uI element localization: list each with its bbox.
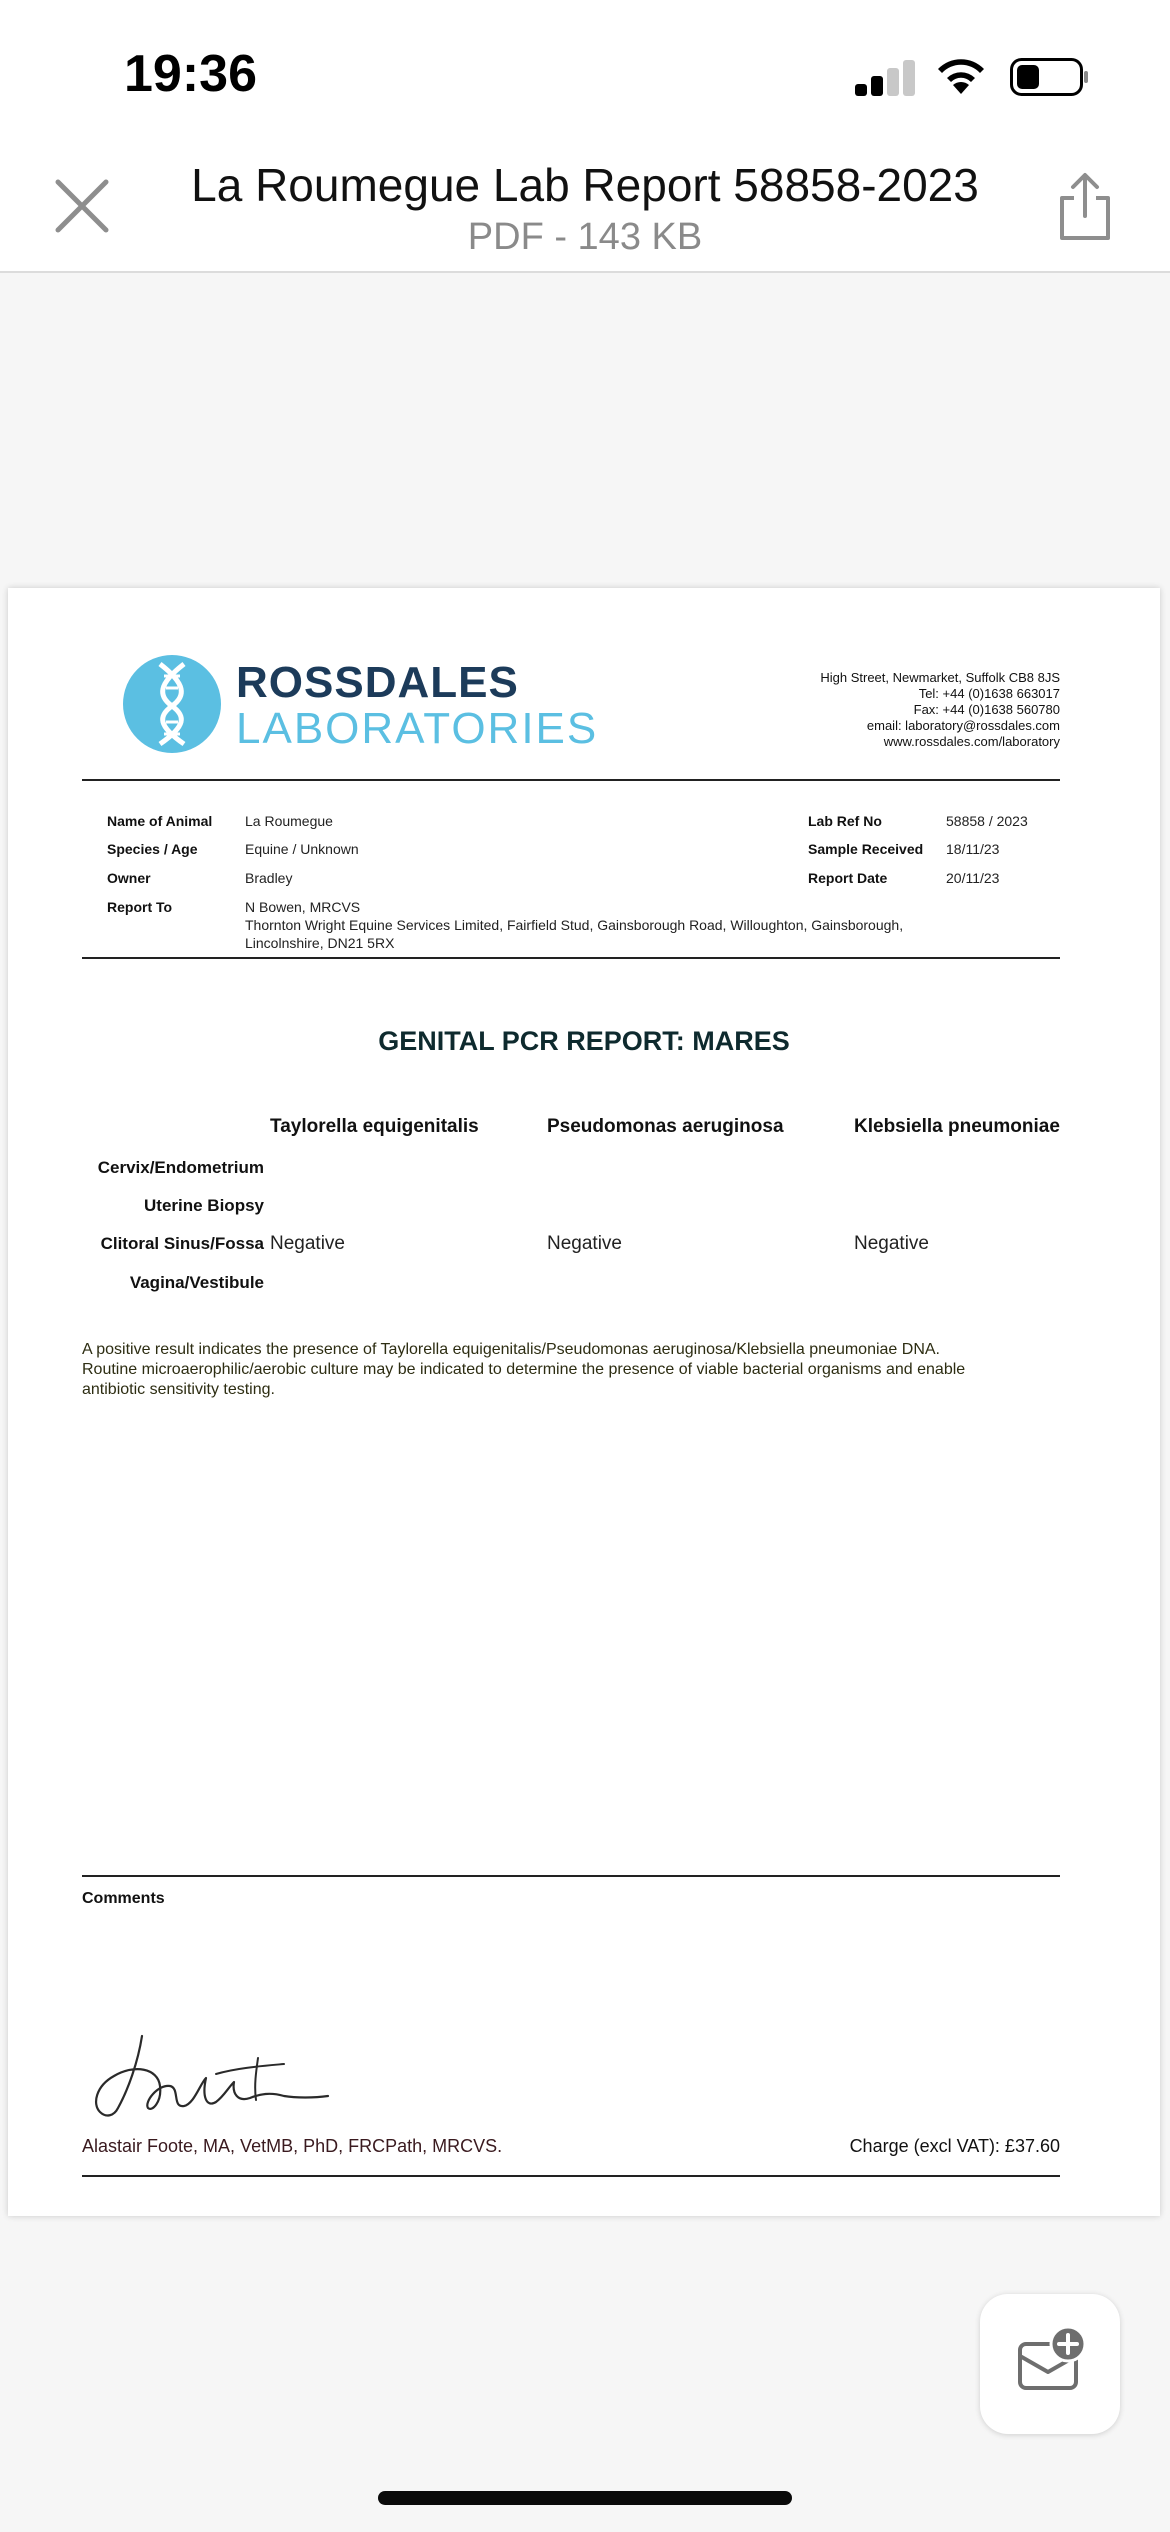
address-line: Tel: +44 (0)1638 663017 (918, 686, 1060, 701)
header-divider (82, 779, 1060, 781)
report-to-line: Lincolnshire, DN21 5RX (245, 935, 395, 951)
address-line: www.rossdales.com/laboratory (883, 734, 1060, 749)
result-interpretation-note (82, 1340, 1072, 1400)
report-title: GENITAL PCR REPORT: MARES (378, 1026, 790, 1056)
wifi-icon (934, 56, 988, 96)
info-divider (82, 957, 1060, 959)
name-of-animal-value: La Roumegue (245, 813, 333, 829)
owner-value: Bradley (245, 870, 293, 886)
column-header: Pseudomonas aeruginosa (547, 1116, 784, 1137)
report-date-label: Report Date (808, 870, 888, 886)
name-of-animal-label: Name of Animal (107, 813, 213, 829)
row-label: Cervix/Endometrium (97, 1158, 264, 1177)
signature-image (88, 2028, 348, 2124)
column-header: Klebsiella pneumoniae (854, 1116, 1060, 1137)
report-to-label: Report To (107, 899, 173, 915)
battery-icon (1010, 58, 1090, 96)
dna-logo-icon (122, 654, 222, 754)
result-cell: Negative (854, 1233, 929, 1254)
document-header (0, 140, 1170, 273)
row-label: Vagina/Vestibule (129, 1273, 264, 1292)
address-line: Fax: +44 (0)1638 560780 (913, 702, 1060, 717)
signatory-name: Alastair Foote, MA, VetMB, PhD, FRCPath, MRCVS. (82, 2136, 503, 2156)
address-line: email: laboratory@rossdales.com (866, 718, 1060, 733)
footer-divider (82, 2175, 1060, 2177)
status-time: 19:36 (124, 45, 257, 103)
owner-label: Owner (107, 870, 151, 886)
report-to-line: N Bowen, MRCVS (245, 899, 361, 915)
column-header: Taylorella equigenitalis (270, 1116, 479, 1137)
report-to-line: Thornton Wright Equine Services Limited, Fairfield Stud, Gainsborough Road, Willoughton, Gainsborough, (245, 917, 904, 933)
sample-received-value: 18/11/23 (946, 841, 1000, 857)
species-age-value: Equine / Unknown (245, 841, 359, 857)
status-bar (0, 0, 1170, 140)
home-indicator (378, 2491, 792, 2505)
lab-ref-label: Lab Ref No (808, 813, 882, 829)
brand-name-line1: ROSSDALES (236, 658, 519, 707)
row-label: Uterine Biopsy (144, 1196, 264, 1215)
comments-label: Comments (82, 1890, 165, 1907)
share-icon[interactable] (1054, 172, 1116, 242)
result-cell: Negative (270, 1233, 345, 1254)
charge-amount: Charge (excl VAT): £37.60 (849, 2136, 1060, 2156)
address-line: High Street, Newmarket, Suffolk CB8 8JS (820, 670, 1060, 685)
lab-address (820, 670, 1060, 750)
document-title: La Roumegue Lab Report 58858-2023 (191, 159, 979, 211)
sample-received-label: Sample Received (808, 841, 924, 857)
comments-divider (82, 1875, 1060, 1877)
row-label: Clitoral Sinus/Fossa (100, 1234, 264, 1253)
lab-ref-value: 58858 / 2023 (946, 813, 1028, 829)
brand-name-line2: LABORATORIES (236, 704, 599, 753)
envelope-plus-icon (980, 2294, 1120, 2434)
species-age-label: Species / Age (107, 841, 198, 857)
note-line: antibiotic sensitivity testing. (82, 1381, 275, 1398)
note-line: A positive result indicates the presence of Taylorella equigenitalis/Pseudomonas aeruginosa/Klebsiella pneumoniae DNA. (82, 1341, 940, 1358)
pdf-page[interactable] (8, 588, 1160, 2216)
document-subtitle: PDF - 143 KB (467, 216, 703, 258)
cellular-signal-icon (855, 58, 917, 96)
report-date-value: 20/11/23 (946, 870, 1000, 886)
note-line: Routine microaerophilic/aerobic culture may be indicated to determine the presence of viable bacterial organisms and enable (82, 1361, 966, 1378)
result-cell: Negative (547, 1233, 622, 1254)
markup-button[interactable] (980, 2294, 1120, 2434)
